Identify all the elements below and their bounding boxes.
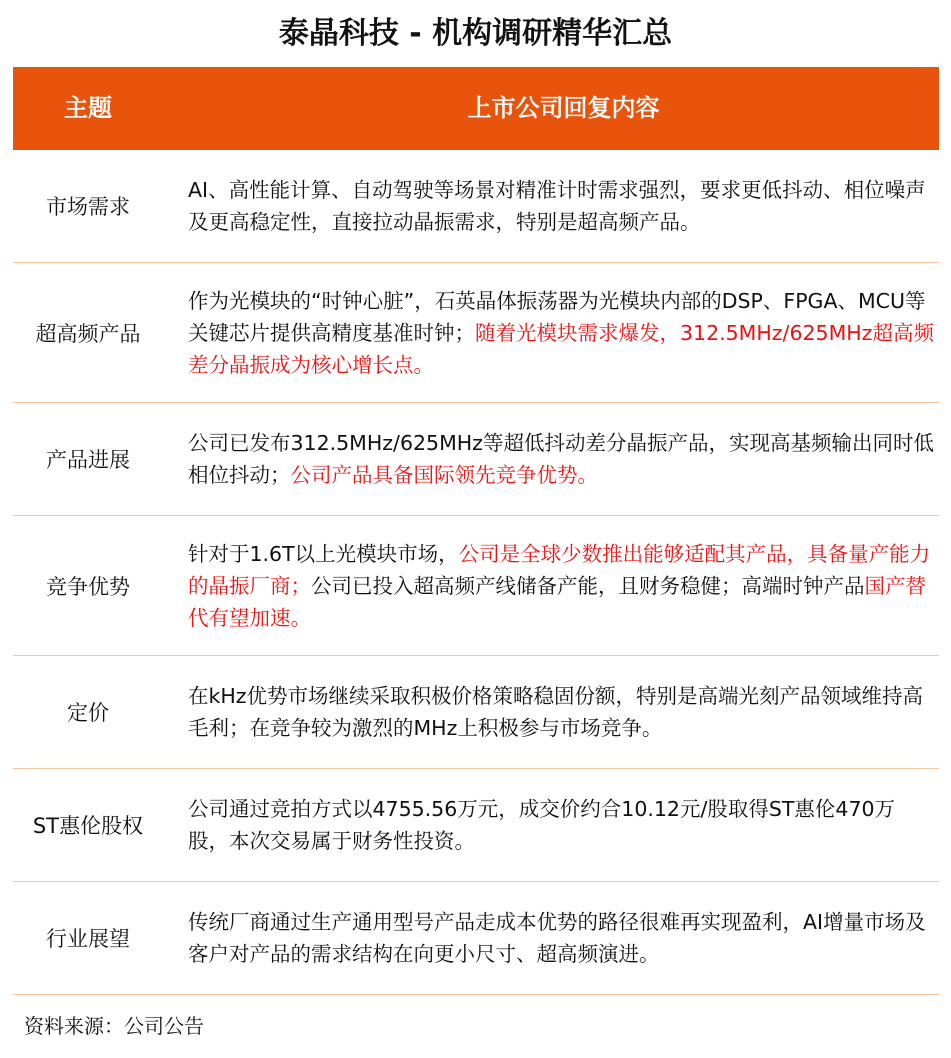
row-content	[188, 769, 935, 881]
body-text: AI、高性能计算、自动驾驶等场景对精准计时需求强烈，要求更低抖动、相位噪声及更高稳定性，直接拉动晶振需求，特别是超高频产品。	[188, 178, 926, 234]
body-text: 在kHz优势市场继续采取积极价格策略稳固份额，特别是高端光刻产品领域维持高毛利；在竞争较为激烈的MHz上积极参与市场竞争。	[188, 684, 924, 740]
row-content	[188, 403, 935, 515]
page-title: 泰晶科技 - 机构调研精华汇总	[278, 16, 673, 51]
body-text: 传统厂商通过生产通用型号产品走成本优势的路径很难再实现盈利，AI增量市场及客户对产品的需求结构在向更小尺寸、超高频演进。	[188, 910, 926, 966]
row-topic: 产品进展	[46, 448, 130, 472]
highlighted-text: 随着光模块需求爆发，312.5MHz/625MHz超高频差分晶振成为核心增长点。	[188, 320, 934, 377]
table-row	[13, 656, 939, 769]
table-row	[13, 403, 939, 516]
body-text: 公司已投入超高频产线储备产能，且财务稳健；高端时钟产品	[311, 573, 865, 598]
highlighted-text: 公司是全球少数推出能够适配其产品，具备量产能力的晶振厂商；	[188, 541, 931, 598]
header-content: 上市公司回复内容	[467, 94, 660, 122]
row-topic: 市场需求	[46, 195, 130, 219]
source-note: 资料来源：公司公告	[24, 1014, 204, 1038]
row-topic: ST惠伦股权	[32, 814, 144, 838]
body-text: 公司已发布312.5MHz/625MHz等超低抖动差分晶振产品，实现高基频输出同时低相位抖动；	[188, 431, 934, 487]
body-text: 针对于1.6T以上光模块市场，	[188, 541, 459, 566]
row-content	[188, 263, 935, 402]
table-row	[13, 769, 939, 882]
body-text: 公司通过竞拍方式以4755.56万元，成交价约合10.12元/股取得ST惠伦470万股，本次交易属于财务性投资。	[188, 797, 896, 853]
row-topic: 行业展望	[46, 927, 130, 951]
body-text: 作为光模块的“时钟心脏”，石英晶体振荡器为光模块内部的DSP、FPGA、MCU等关键芯片提供高精度基准时钟；	[188, 288, 926, 345]
row-topic: 定价	[67, 701, 109, 725]
row-content	[188, 882, 935, 994]
row-topic: 超高频产品	[35, 321, 141, 346]
row-content	[188, 656, 935, 768]
table-row	[13, 882, 939, 995]
highlighted-text: 国产替代有望加速。	[188, 573, 926, 630]
row-topic: 竞争优势	[46, 574, 130, 599]
table-row	[13, 263, 939, 403]
row-content	[188, 150, 935, 262]
table-header	[13, 67, 939, 150]
table-row	[13, 150, 939, 263]
highlighted-text: 公司产品具备国际领先竞争优势。	[290, 463, 598, 487]
row-content	[188, 516, 935, 655]
table-row	[13, 516, 939, 656]
header-topic: 主题	[64, 94, 112, 122]
